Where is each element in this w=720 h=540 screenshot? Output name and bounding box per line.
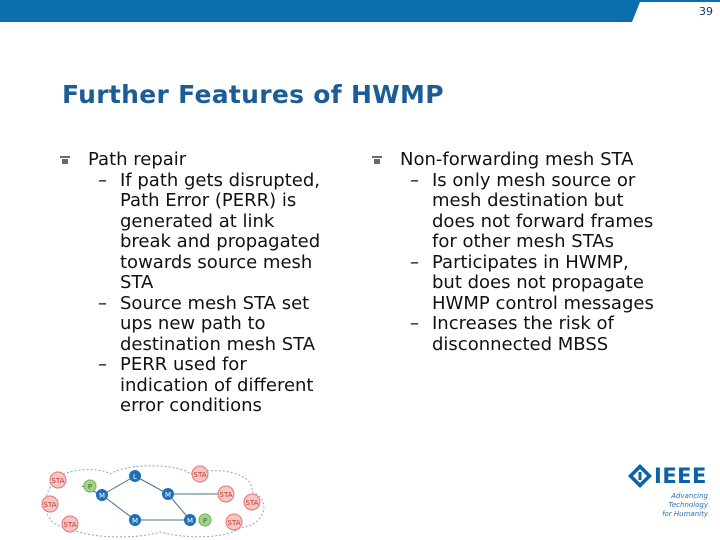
svg-text:P: P — [202, 517, 208, 525]
sta-node — [226, 514, 242, 530]
sub-bullet-line: disconnected MBSS — [432, 333, 609, 355]
bullet-text: Non-forwarding mesh STA — [400, 149, 634, 170]
bullet-text: Path repair — [88, 149, 187, 170]
top-banner — [0, 0, 720, 22]
mesh-node — [129, 514, 141, 526]
portal-node — [84, 480, 96, 492]
sta-node — [218, 486, 234, 502]
sub-bullet-line: for other mesh STAs — [432, 231, 614, 252]
bullet-icon — [372, 156, 382, 164]
svg-text:M: M — [98, 492, 106, 500]
svg-text:M: M — [164, 491, 172, 499]
sub-bullet-line: break and propagated — [120, 231, 321, 252]
ieee-diamond-icon — [628, 464, 652, 488]
bullet-non-forwarding — [372, 150, 692, 171]
right-column — [372, 150, 692, 355]
sub-bullet-line: mesh destination but — [432, 190, 624, 211]
dash-marker: – — [410, 169, 419, 191]
dash-marker: – — [410, 251, 419, 273]
logo-wordmark: IEEE — [654, 464, 707, 488]
sta-node — [50, 472, 66, 488]
sub-bullet-list — [60, 171, 360, 417]
portal-node — [199, 514, 211, 526]
sub-bullet-line: Source mesh STA set — [120, 292, 310, 314]
sub-bullet-line: If path gets disrupted, — [120, 169, 320, 191]
sub-bullet — [372, 171, 692, 253]
sub-bullet-line: STA — [120, 272, 154, 293]
svg-text:M: M — [186, 517, 194, 525]
sta-node — [62, 516, 78, 532]
sub-bullet-line: destination mesh STA — [120, 333, 316, 355]
svg-text:STA: STA — [193, 471, 207, 479]
svg-text:M: M — [131, 517, 139, 525]
slide-number: 39 — [699, 5, 713, 18]
sub-bullet — [60, 171, 360, 294]
bullet-icon — [60, 156, 70, 164]
dash-marker: – — [98, 354, 107, 375]
svg-text:STA: STA — [219, 491, 233, 499]
sub-bullet-list — [372, 171, 692, 356]
sub-bullet-line: Participates in HWMP, — [432, 251, 629, 273]
sub-bullet-line: error conditions — [120, 395, 262, 416]
sub-bullet-line: HWMP control messages — [432, 292, 654, 314]
sub-bullet-line: generated at link — [120, 210, 275, 232]
sub-bullet — [372, 253, 692, 315]
mesh-node — [96, 489, 108, 501]
bullet-path-repair — [60, 150, 360, 171]
svg-text:STA: STA — [43, 501, 57, 509]
svg-text:STA: STA — [51, 477, 65, 485]
sub-bullet-line: but does not propagate — [432, 272, 644, 293]
left-column — [60, 150, 360, 417]
sta-node — [192, 466, 208, 482]
svg-text:STA: STA — [245, 499, 259, 507]
ieee-logo — [628, 462, 708, 522]
dash-marker: – — [98, 169, 107, 191]
sub-bullet-line: Is only mesh source or — [432, 169, 636, 191]
sub-bullet — [372, 314, 692, 355]
svg-text:STA: STA — [227, 519, 241, 527]
link-node — [129, 470, 141, 482]
svg-text:P: P — [87, 483, 93, 491]
slide-title: Further Features of HWMP — [62, 80, 444, 109]
dash-marker: – — [98, 292, 107, 314]
mesh-network-diagram — [40, 462, 280, 540]
logo-tagline-line: for Humanity — [662, 510, 708, 518]
sta-node — [244, 494, 260, 510]
dash-marker: – — [410, 313, 419, 334]
sub-bullet-line: indication of different — [120, 374, 314, 396]
sub-bullet-line: PERR used for — [120, 354, 247, 375]
logo-tagline — [638, 492, 708, 519]
sta-node — [42, 496, 58, 512]
sub-bullet — [60, 294, 360, 356]
mesh-node — [184, 514, 196, 526]
svg-text:L: L — [133, 473, 137, 481]
sub-bullet-line: ups new path to — [120, 313, 266, 334]
sub-bullet-line: Increases the risk of — [432, 313, 614, 334]
svg-text:STA: STA — [63, 521, 77, 529]
mesh-node — [162, 488, 174, 500]
sub-bullet — [60, 355, 360, 417]
sub-bullet-line: towards source mesh — [120, 251, 313, 273]
logo-tagline-line: Advancing Technology — [668, 492, 708, 509]
sub-bullet-line: Path Error (PERR) is — [120, 190, 297, 211]
sub-bullet-line: does not forward frames — [432, 210, 654, 232]
